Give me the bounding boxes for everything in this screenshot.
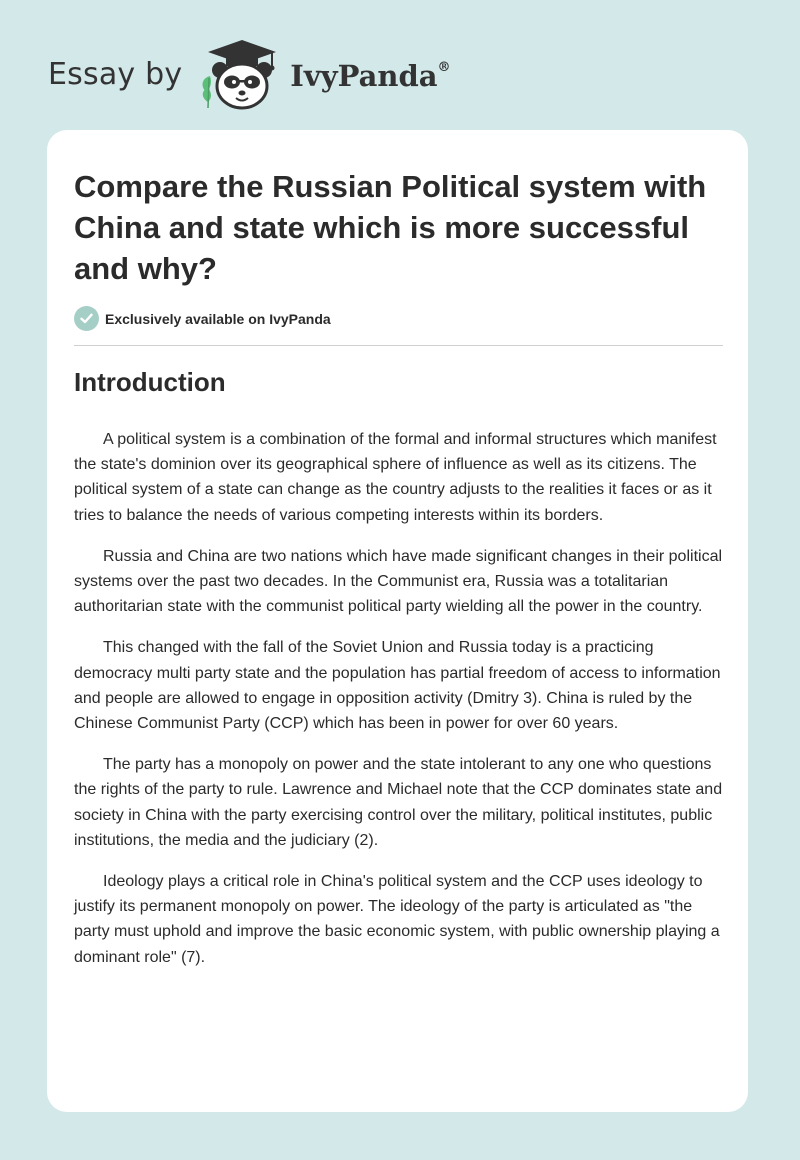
paragraph: This changed with the fall of the Soviet Union and Russia today is a practicing democracy multi party state and the population has partial freedom of access to information and people are allowed to engage in opposition activity (Dmitry 3). China is ruled by the Chinese Communist Party (CCP) which has been in power for over 60 years. — [74, 639, 721, 733]
paragraph: A political system is a combination of the formal and informal structures which manifest the state's dominion over its geographical sphere of influence as well as its citizens. The political system of a state can change as the country adjusts to the realities it faces or as it tries to balance the needs of various competing interests within its borders. — [74, 431, 717, 524]
brand-name[interactable] — [290, 59, 450, 93]
exclusive-badge — [74, 306, 331, 331]
site-header — [48, 36, 451, 112]
essay-card — [47, 130, 748, 1112]
paragraph: The party has a monopoly on power and the state intolerant to any one who questions the rights of the party to rule. Lawrence and Michael note that the CCP dominates state and society in China with the party exercising control over the military, political institutes, public institutions, the media and the judiciary (2). — [74, 756, 723, 849]
panda-logo-icon[interactable] — [196, 36, 288, 112]
registered-mark: ® — [437, 60, 451, 76]
section-heading-introduction: Introduction — [74, 367, 226, 397]
divider — [74, 345, 723, 346]
paragraph: Ideology plays a critical role in China's political system and the CCP uses ideology to justify its permanent monopoly on power. The ideology of the party is articulated as "the party must uphold and improve the basic economic system, with public ownership playing a dominant role" (7). — [74, 873, 720, 966]
essay-by-label: Essay by — [48, 56, 183, 92]
exclusive-label: Exclusively available on IvyPanda — [105, 310, 331, 327]
check-icon — [74, 306, 99, 331]
essay-body — [74, 427, 723, 986]
paragraph: Russia and China are two nations which have made significant changes in their political systems over the past two decades. In the Communist era, Russia was a totalitarian authoritarian state with the communist political party wielding all the power in the country. — [74, 547, 723, 616]
page-title: Compare the Russian Political system with China and state which is more successful and why? — [74, 169, 707, 286]
brand-text: IvyPanda — [290, 59, 438, 93]
